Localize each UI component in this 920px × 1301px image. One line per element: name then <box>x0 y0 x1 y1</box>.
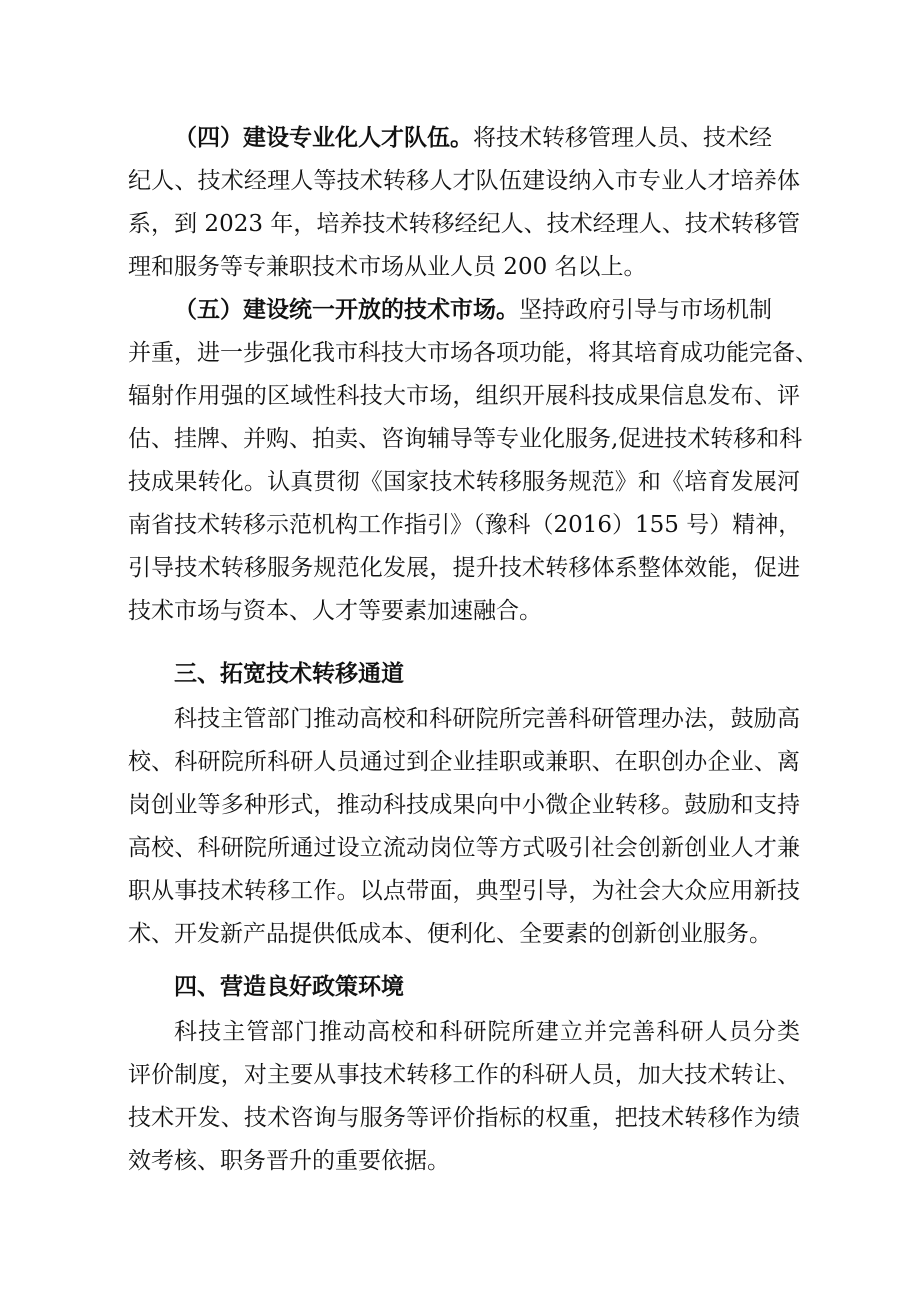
paragraph-line: 引导技术转移服务规范化发展，提升技术转移体系整体效能，促进 <box>128 555 800 581</box>
paragraph-line: 纪人、技术经理人等技术转移人才队伍建设纳入市专业人才培养体 <box>128 168 800 194</box>
section4-title: （四）建设专业化人才队伍。 <box>174 124 473 151</box>
paragraph-line: 效考核、职务晋升的重要依据。 <box>128 1148 450 1174</box>
paragraph-line: 科技主管部门推动高校和科研院所建立并完善科研人员分类 <box>174 1019 800 1045</box>
paragraph-line: 岗创业等多种形式，推动科技成果向中小微企业转移。鼓励和支持 <box>128 792 800 818</box>
part4-heading: 四、营造良好政策环境 <box>174 974 404 1000</box>
section5-title: （五）建设统一开放的技术市场。 <box>174 296 519 323</box>
section5-first-line <box>174 290 772 330</box>
paragraph-line: 术、开发新产品提供低成本、便利化、全要素的创新创业服务。 <box>128 921 772 947</box>
paragraph-line: 估、挂牌、并购、拍卖、咨询辅导等专业化服务,促进技术转移和科 <box>128 426 803 452</box>
paragraph-line: 南省技术转移示范机构工作指引》（豫科（2016）155 号）精神， <box>128 512 802 538</box>
section5-text: 坚持政府引导与市场机制 <box>519 297 772 323</box>
paragraph-line: 技成果转化。认真贯彻《国家技术转移服务规范》和《培育发展河 <box>128 469 800 495</box>
paragraph-line: 系，到 2023 年，培养技术转移经纪人、技术经理人、技术转移管 <box>128 211 800 237</box>
paragraph-line: 技术开发、技术咨询与服务等评价指标的权重，把技术转移作为绩 <box>128 1105 800 1131</box>
paragraph-line: 并重，进一步强化我市科技大市场各项功能，将其培育成功能完备、 <box>128 340 818 366</box>
paragraph-line: 科技主管部门推动高校和科研院所完善科研管理办法，鼓励高 <box>174 706 800 732</box>
paragraph-line: 理和服务等专兼职技术市场从业人员 200 名以上。 <box>128 254 647 280</box>
paragraph-line: 评价制度，对主要从事技术转移工作的科研人员，加大技术转让、 <box>128 1062 800 1088</box>
paragraph-line: 校、科研院所科研人员通过到企业挂职或兼职、在职创办企业、离 <box>128 749 800 775</box>
paragraph-line: 高校、科研院所通过设立流动岗位等方式吸引社会创新创业人才兼 <box>128 835 800 861</box>
paragraph-line: 辐射作用强的区域性科技大市场，组织开展科技成果信息发布、评 <box>128 383 800 409</box>
paragraph-line: 职从事技术转移工作。以点带面，典型引导，为社会大众应用新技 <box>128 878 800 904</box>
section4-first-line <box>174 118 772 158</box>
section4-text: 将技术转移管理人员、技术经 <box>473 125 772 151</box>
part3-heading: 三、拓宽技术转移通道 <box>174 661 404 687</box>
paragraph-line: 技术市场与资本、人才等要素加速融合。 <box>128 598 542 624</box>
